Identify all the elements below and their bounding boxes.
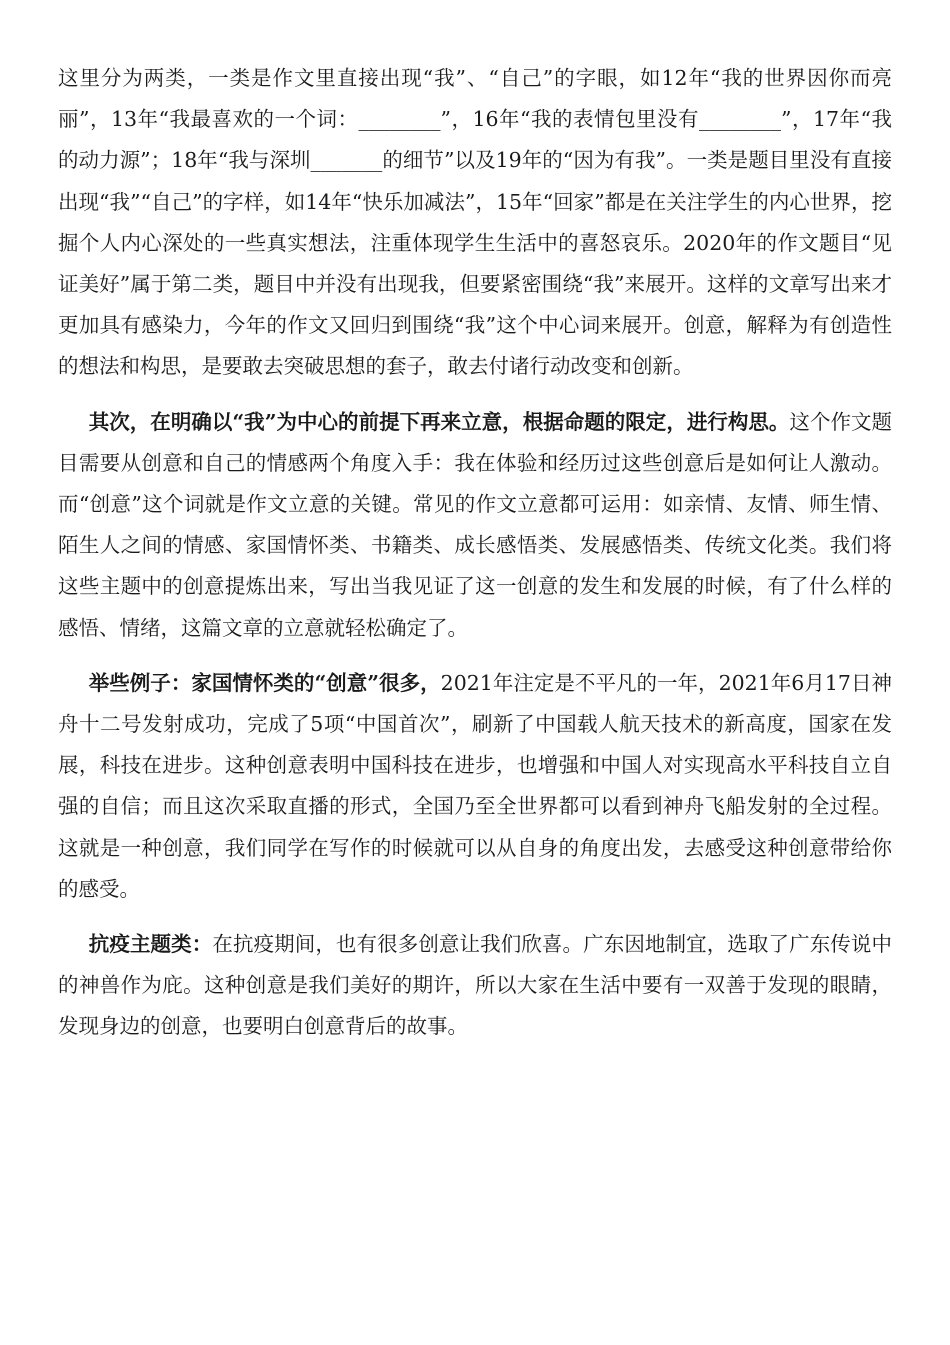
paragraph-3 [58, 663, 892, 910]
paragraph-2-text: 这个作文题目需要从创意和自己的情感两个角度入手：我在体验和经历过这些创意后是如何让人激动。而“创意”这个词就是作文立意的关键。常见的作文立意都可运用：如亲情、友情、师生情、陌生人之间的情感、家国情怀类、书籍类、成长感悟类、发展感悟类、传统文化类。我们将这些主题中的创意提炼出来，写出当我见证了这一创意的发生和发展的时候，有了什么样的感悟、情绪，这篇文章的立意就轻松确定了。 [58, 409, 892, 640]
paragraph-4-lead: 抗疫主题类： [88, 932, 213, 957]
paragraph-4-text: 在抗疫期间，也有很多创意让我们欣喜。广东因地制宜，选取了广东传说中的神兽作为庇。这种创意是我们美好的期许，所以大家在生活中要有一双善于发现的眼睛，发现身边的创意，也要明白创意背后的故事。 [58, 932, 892, 1039]
paragraph-4 [58, 924, 892, 1048]
paragraph-2 [58, 402, 892, 649]
paragraph-3-lead: 举些例子：家国情怀类的“创意”很多， [88, 670, 441, 695]
document-page [58, 58, 892, 1062]
paragraph-1-text: 这里分为两类，一类是作文里直接出现“我”、“自己”的字眼，如12年“我的世界因你而亮丽”，13年“我最喜欢的一个词：________”，16年“我的表情包里没有________”，17年“我的动力源”；18年“我与深圳_______的细节”以及19年的“因为有我”。一类是题目里没有直接出现“我”“自己”的字样，如14年“快乐加减法”，15年“回家”都是在关注学生的内心世界，挖掘个人内心深处的一些真实想法，注重体现学生生活中的喜怒哀乐。2020年的作文题目“见证美好”属于第二类，题目中并没有出现我，但要紧密围绕“我”来展开。这样的文章写出来才更加具有感染力，今年的作文又回归到围绕“我”这个中心词来展开。创意，解释为有创造性的想法和构思，是要敢去突破思想的套子，敢去付诸行动改变和创新。 [58, 66, 892, 379]
paragraph-1 [58, 58, 892, 388]
paragraph-2-lead: 其次，在明确以“我”为中心的前提下再来立意，根据命题的限定，进行构思。 [88, 409, 790, 434]
paragraph-3-text: 2021年注定是不平凡的一年，2021年6月17日神舟十二号发射成功，完成了5项“中国首次”，刷新了中国载人航天技术的新高度，国家在发展，科技在进步。这种创意表明中国科技在进步，也增强和中国人对实现高水平科技自立自强的自信；而且这次采取直播的形式，全国乃至全世界都可以看到神舟飞船发射的全过程。这就是一种创意，我们同学在写作的时候就可以从自身的角度出发，去感受这种创意带给你的感受。 [58, 670, 892, 901]
